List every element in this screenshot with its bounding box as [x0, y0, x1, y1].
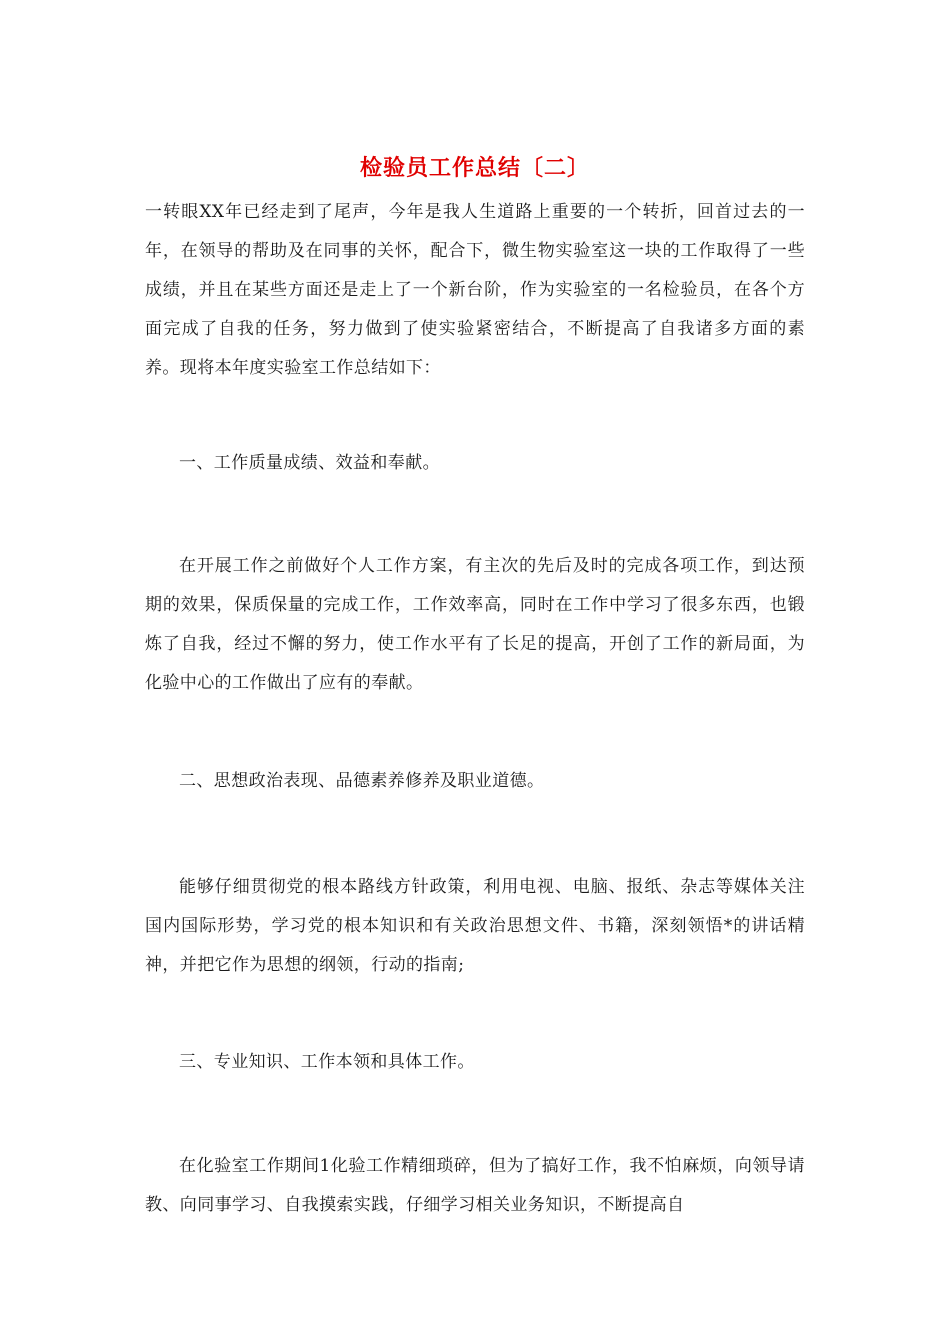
- section-3-heading: 三、专业知识、工作本领和具体工作。: [179, 1052, 475, 1072]
- document-title: 检验员工作总结〔二〕: [359, 155, 590, 181]
- section-1-heading: 一、工作质量成绩、效益和奉献。: [179, 453, 440, 473]
- section-1-body: 在开展工作之前做好个人工作方案，有主次的先后及时的完成各项工作，到达预期的效果，保质保量的完成工作，工作效率高，同时在工作中学习了很多东西，也锻炼了自我，经过不懈的努力，使工作水平有了长足的提高，开创了工作的新局面，为化验中心的工作做出了应有的奉献。: [145, 556, 805, 693]
- intro-paragraph: 一转眼XX年已经走到了尾声，今年是我人生道路上重要的一个转折，回首过去的一年，在领导的帮助及在同事的关怀，配合下，微生物实验室这一块的工作取得了一些成绩，并且在某些方面还是走上了一个新台阶，作为实验室的一名检验员，在各个方面完成了自我的任务，努力做到了使实验紧密结合，不断提高了自我诸多方面的素养。现将本年度实验室工作总结如下：: [145, 202, 805, 378]
- section-2-heading: 二、思想政治表现、品德素养修养及职业道德。: [179, 771, 545, 791]
- section-3-body: 在化验室工作期间1化验工作精细琐碎，但为了搞好工作，我不怕麻烦，向领导请教、向同事学习、自我摸索实践，仔细学习相关业务知识，不断提高自: [145, 1156, 805, 1215]
- section-2-body: 能够仔细贯彻党的根本路线方针政策，利用电视、电脑、报纸、杂志等媒体关注国内国际形势，学习党的根本知识和有关政治思想文件、书籍，深刻领悟*的讲话精神，并把它作为思想的纲领，行动的指南;: [145, 877, 805, 975]
